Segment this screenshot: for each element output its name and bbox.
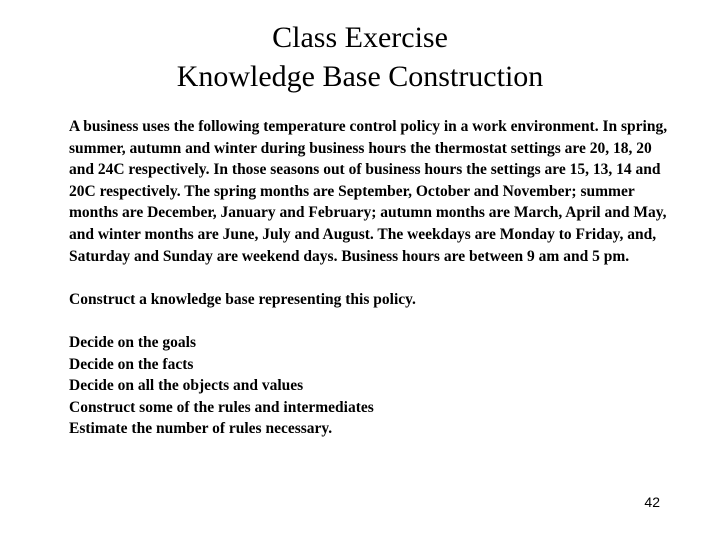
slide-title <box>0 18 720 96</box>
task-list <box>69 332 669 440</box>
spacer <box>69 267 669 289</box>
instruction-text: Construct a knowledge base representing this policy. <box>69 290 416 308</box>
page-number: 42 <box>644 494 660 510</box>
task-item: Decide on the facts <box>69 355 194 373</box>
task-item: Decide on all the objects and values <box>69 377 304 395</box>
task-item: Decide on the goals <box>69 333 197 351</box>
spacer <box>69 310 669 332</box>
slide-body <box>69 116 669 440</box>
policy-paragraph: A business uses the following temperature control policy in a work environment. In spring, summer, autumn and winter during business hours the thermostat settings are 20, 18, 20 and 24C respectively. In those seasons out of business hours the settings are 15, 13, 14 and 20C respectively. The spring months are September, October and November; summer months are December, January and February; autumn months are March, April and May, and winter months are June, July and August. The weekdays are Monday to Friday, and, Saturday and Sunday are weekend days. Business hours are between 9 am and 5 pm. <box>69 118 668 265</box>
task-item: Estimate the number of rules necessary. <box>69 420 333 438</box>
title-line-1: Class Exercise <box>272 21 448 54</box>
task-item: Construct some of the rules and intermediates <box>69 398 374 416</box>
title-line-2: Knowledge Base Construction <box>176 60 544 93</box>
